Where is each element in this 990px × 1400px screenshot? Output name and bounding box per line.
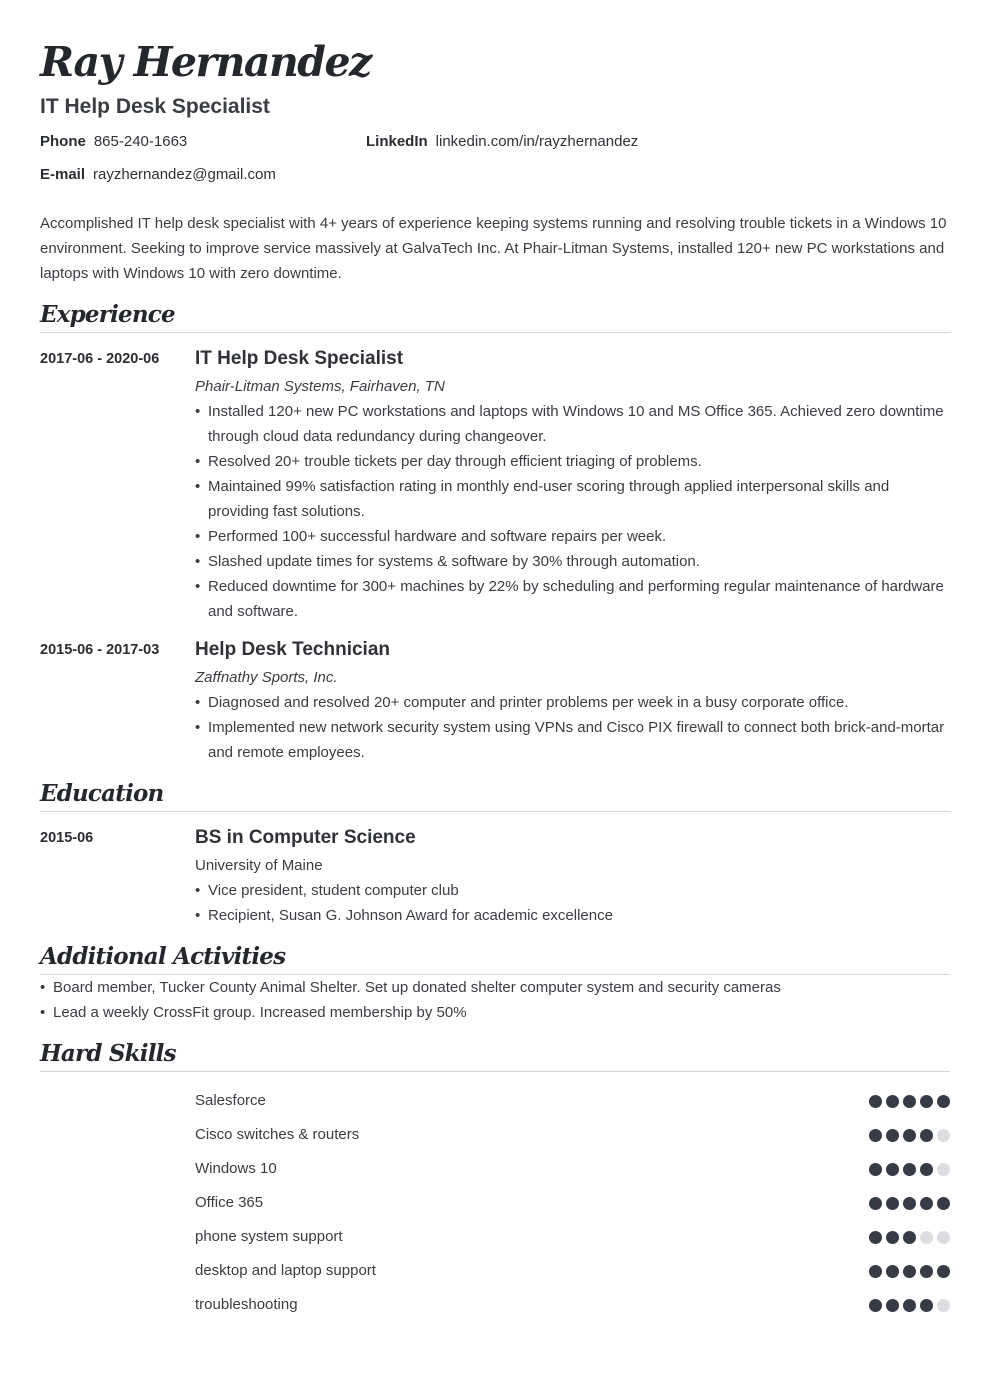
skill-row: [195, 1220, 950, 1254]
rating-dot-filled: [886, 1095, 899, 1108]
rating-dot-empty: [937, 1163, 950, 1176]
entry-role: IT Help Desk Specialist: [195, 348, 404, 369]
candidate-title: IT Help Desk Specialist: [40, 95, 270, 118]
rating-dot-filled: [920, 1265, 933, 1278]
entry-degree: BS in Computer Science: [195, 827, 416, 848]
entry-dates: 2015-06: [40, 830, 94, 846]
rating-dot-filled: [886, 1129, 899, 1142]
skill-rating: [869, 1299, 950, 1312]
candidate-name: Ray Hernandez: [40, 38, 371, 86]
skills-section: [40, 1039, 950, 1322]
skill-rating: [869, 1163, 950, 1176]
skills-list: [40, 1084, 950, 1322]
experience-heading: Experience: [40, 301, 175, 328]
phone-label: Phone: [40, 133, 86, 150]
rating-dot-filled: [869, 1197, 882, 1210]
rating-dot-filled: [903, 1129, 916, 1142]
skill-row: [195, 1152, 950, 1186]
skill-name: desktop and laptop support: [195, 1262, 376, 1279]
linkedin-value[interactable]: linkedin.com/in/rayzhernandez: [435, 133, 639, 150]
entry-body: [195, 348, 950, 624]
bullet-item: • Board member, Tucker County Animal Shelter. Set up donated shelter computer system and security cameras: [40, 975, 950, 1000]
bullet-item: • Slashed update times for systems & software by 30% through automation.: [195, 549, 950, 574]
bullet-item: • Vice president, student computer club: [195, 878, 950, 903]
activities-heading: Additional Activities: [40, 943, 286, 970]
summary-text: Accomplished IT help desk specialist with 4+ years of experience keeping systems running and resolving trouble tickets in a Windows 10 environment. Seeking to improve service massively at GalvaTech Inc. At Phair-Litman Systems, installed 120+ new PC workstations and laptops with Windows 10 with zero downtime.: [40, 215, 947, 282]
rating-dot-filled: [903, 1265, 916, 1278]
skill-row: [195, 1186, 950, 1220]
email-value[interactable]: rayzhernandez@gmail.com: [93, 166, 276, 183]
entry-body: [195, 639, 950, 765]
bullet-item: • Lead a weekly CrossFit group. Increased membership by 50%: [40, 1000, 950, 1025]
rating-dot-filled: [886, 1163, 899, 1176]
skill-row: [195, 1084, 950, 1118]
skill-rating: [869, 1231, 950, 1244]
bullet-item: • Diagnosed and resolved 20+ computer and printer problems per week in a busy corporate office.: [195, 690, 950, 715]
skill-name: troubleshooting: [195, 1296, 298, 1313]
entry-school: University of Maine: [195, 857, 323, 874]
rating-dot-filled: [903, 1299, 916, 1312]
experience-entry: [40, 348, 950, 624]
activities-list: [40, 975, 950, 1025]
contact-linkedin: [366, 132, 638, 152]
section-divider: [40, 1071, 950, 1072]
rating-dot-filled: [920, 1197, 933, 1210]
rating-dot-filled: [920, 1299, 933, 1312]
section-divider: [40, 332, 950, 333]
rating-dot-filled: [869, 1299, 882, 1312]
rating-dot-filled: [869, 1163, 882, 1176]
rating-dot-filled: [920, 1129, 933, 1142]
rating-dot-empty: [920, 1231, 933, 1244]
bullet-item: • Resolved 20+ trouble tickets per day through efficient triaging of problems.: [195, 449, 950, 474]
rating-dot-filled: [886, 1265, 899, 1278]
entry-role: Help Desk Technician: [195, 639, 390, 660]
experience-entry: [40, 639, 950, 765]
rating-dot-filled: [886, 1299, 899, 1312]
bullet-item: • Performed 100+ successful hardware and software repairs per week.: [195, 524, 950, 549]
rating-dot-empty: [937, 1129, 950, 1142]
bullet-item: • Installed 120+ new PC workstations and laptops with Windows 10 and MS Office 365. Achieved zero downtime through cloud data redundancy during changeover.: [195, 399, 950, 449]
rating-dot-empty: [937, 1231, 950, 1244]
education-heading: Education: [40, 780, 164, 807]
entry-bullets: [195, 690, 950, 765]
entry-company: Phair-Litman Systems, Fairhaven, TN: [195, 378, 445, 395]
skill-name: Windows 10: [195, 1160, 277, 1177]
skill-name: Salesforce: [195, 1092, 266, 1109]
phone-value: 865-240-1663: [93, 133, 188, 150]
skill-rating: [869, 1265, 950, 1278]
rating-dot-filled: [903, 1197, 916, 1210]
contact-email: [40, 165, 276, 185]
bullet-item: • Maintained 99% satisfaction rating in monthly end-user scoring through applied interpersonal skills and providing fast solutions.: [195, 474, 950, 524]
rating-dot-filled: [937, 1197, 950, 1210]
skills-heading: Hard Skills: [40, 1040, 176, 1067]
experience-section: [40, 300, 950, 765]
skill-name: Office 365: [195, 1194, 264, 1211]
education-entry: [40, 827, 950, 928]
entry-body: [195, 827, 950, 928]
rating-dot-filled: [937, 1095, 950, 1108]
entry-bullets: [195, 878, 950, 928]
skill-rating: [869, 1129, 950, 1142]
rating-dot-filled: [886, 1197, 899, 1210]
email-label: E-mail: [40, 166, 86, 183]
rating-dot-filled: [869, 1231, 882, 1244]
rating-dot-filled: [886, 1231, 899, 1244]
bullet-item: • Recipient, Susan G. Johnson Award for academic excellence: [195, 903, 950, 928]
skill-rating: [869, 1095, 950, 1108]
skill-name: Cisco switches & routers: [195, 1126, 360, 1143]
skill-row: [195, 1118, 950, 1152]
section-divider: [40, 811, 950, 812]
skill-row: [195, 1288, 950, 1322]
contact-phone: [40, 132, 187, 152]
linkedin-label: LinkedIn: [366, 133, 428, 150]
entry-dates: 2017-06 - 2020-06: [40, 351, 160, 367]
entry-dates: 2015-06 - 2017-03: [40, 642, 160, 658]
skill-name: phone system support: [195, 1228, 343, 1245]
bullet-item: • Implemented new network security system using VPNs and Cisco PIX firewall to connect both brick-and-mortar and remote employees.: [195, 715, 950, 765]
rating-dot-filled: [869, 1095, 882, 1108]
rating-dot-filled: [903, 1231, 916, 1244]
rating-dot-filled: [869, 1129, 882, 1142]
education-section: [40, 779, 950, 928]
rating-dot-filled: [903, 1163, 916, 1176]
rating-dot-empty: [937, 1299, 950, 1312]
contact-block: [40, 132, 950, 198]
bullet-item: • Reduced downtime for 300+ machines by 22% by scheduling and performing regular maintenance of hardware and software.: [195, 574, 950, 624]
rating-dot-filled: [920, 1095, 933, 1108]
entry-bullets: [195, 399, 950, 624]
rating-dot-filled: [903, 1095, 916, 1108]
rating-dot-filled: [937, 1265, 950, 1278]
activities-section: [40, 942, 950, 1025]
rating-dot-filled: [869, 1265, 882, 1278]
entry-company: Zaffnathy Sports, Inc.: [195, 669, 338, 686]
skill-row: [195, 1254, 950, 1288]
rating-dot-filled: [920, 1163, 933, 1176]
skill-rating: [869, 1197, 950, 1210]
